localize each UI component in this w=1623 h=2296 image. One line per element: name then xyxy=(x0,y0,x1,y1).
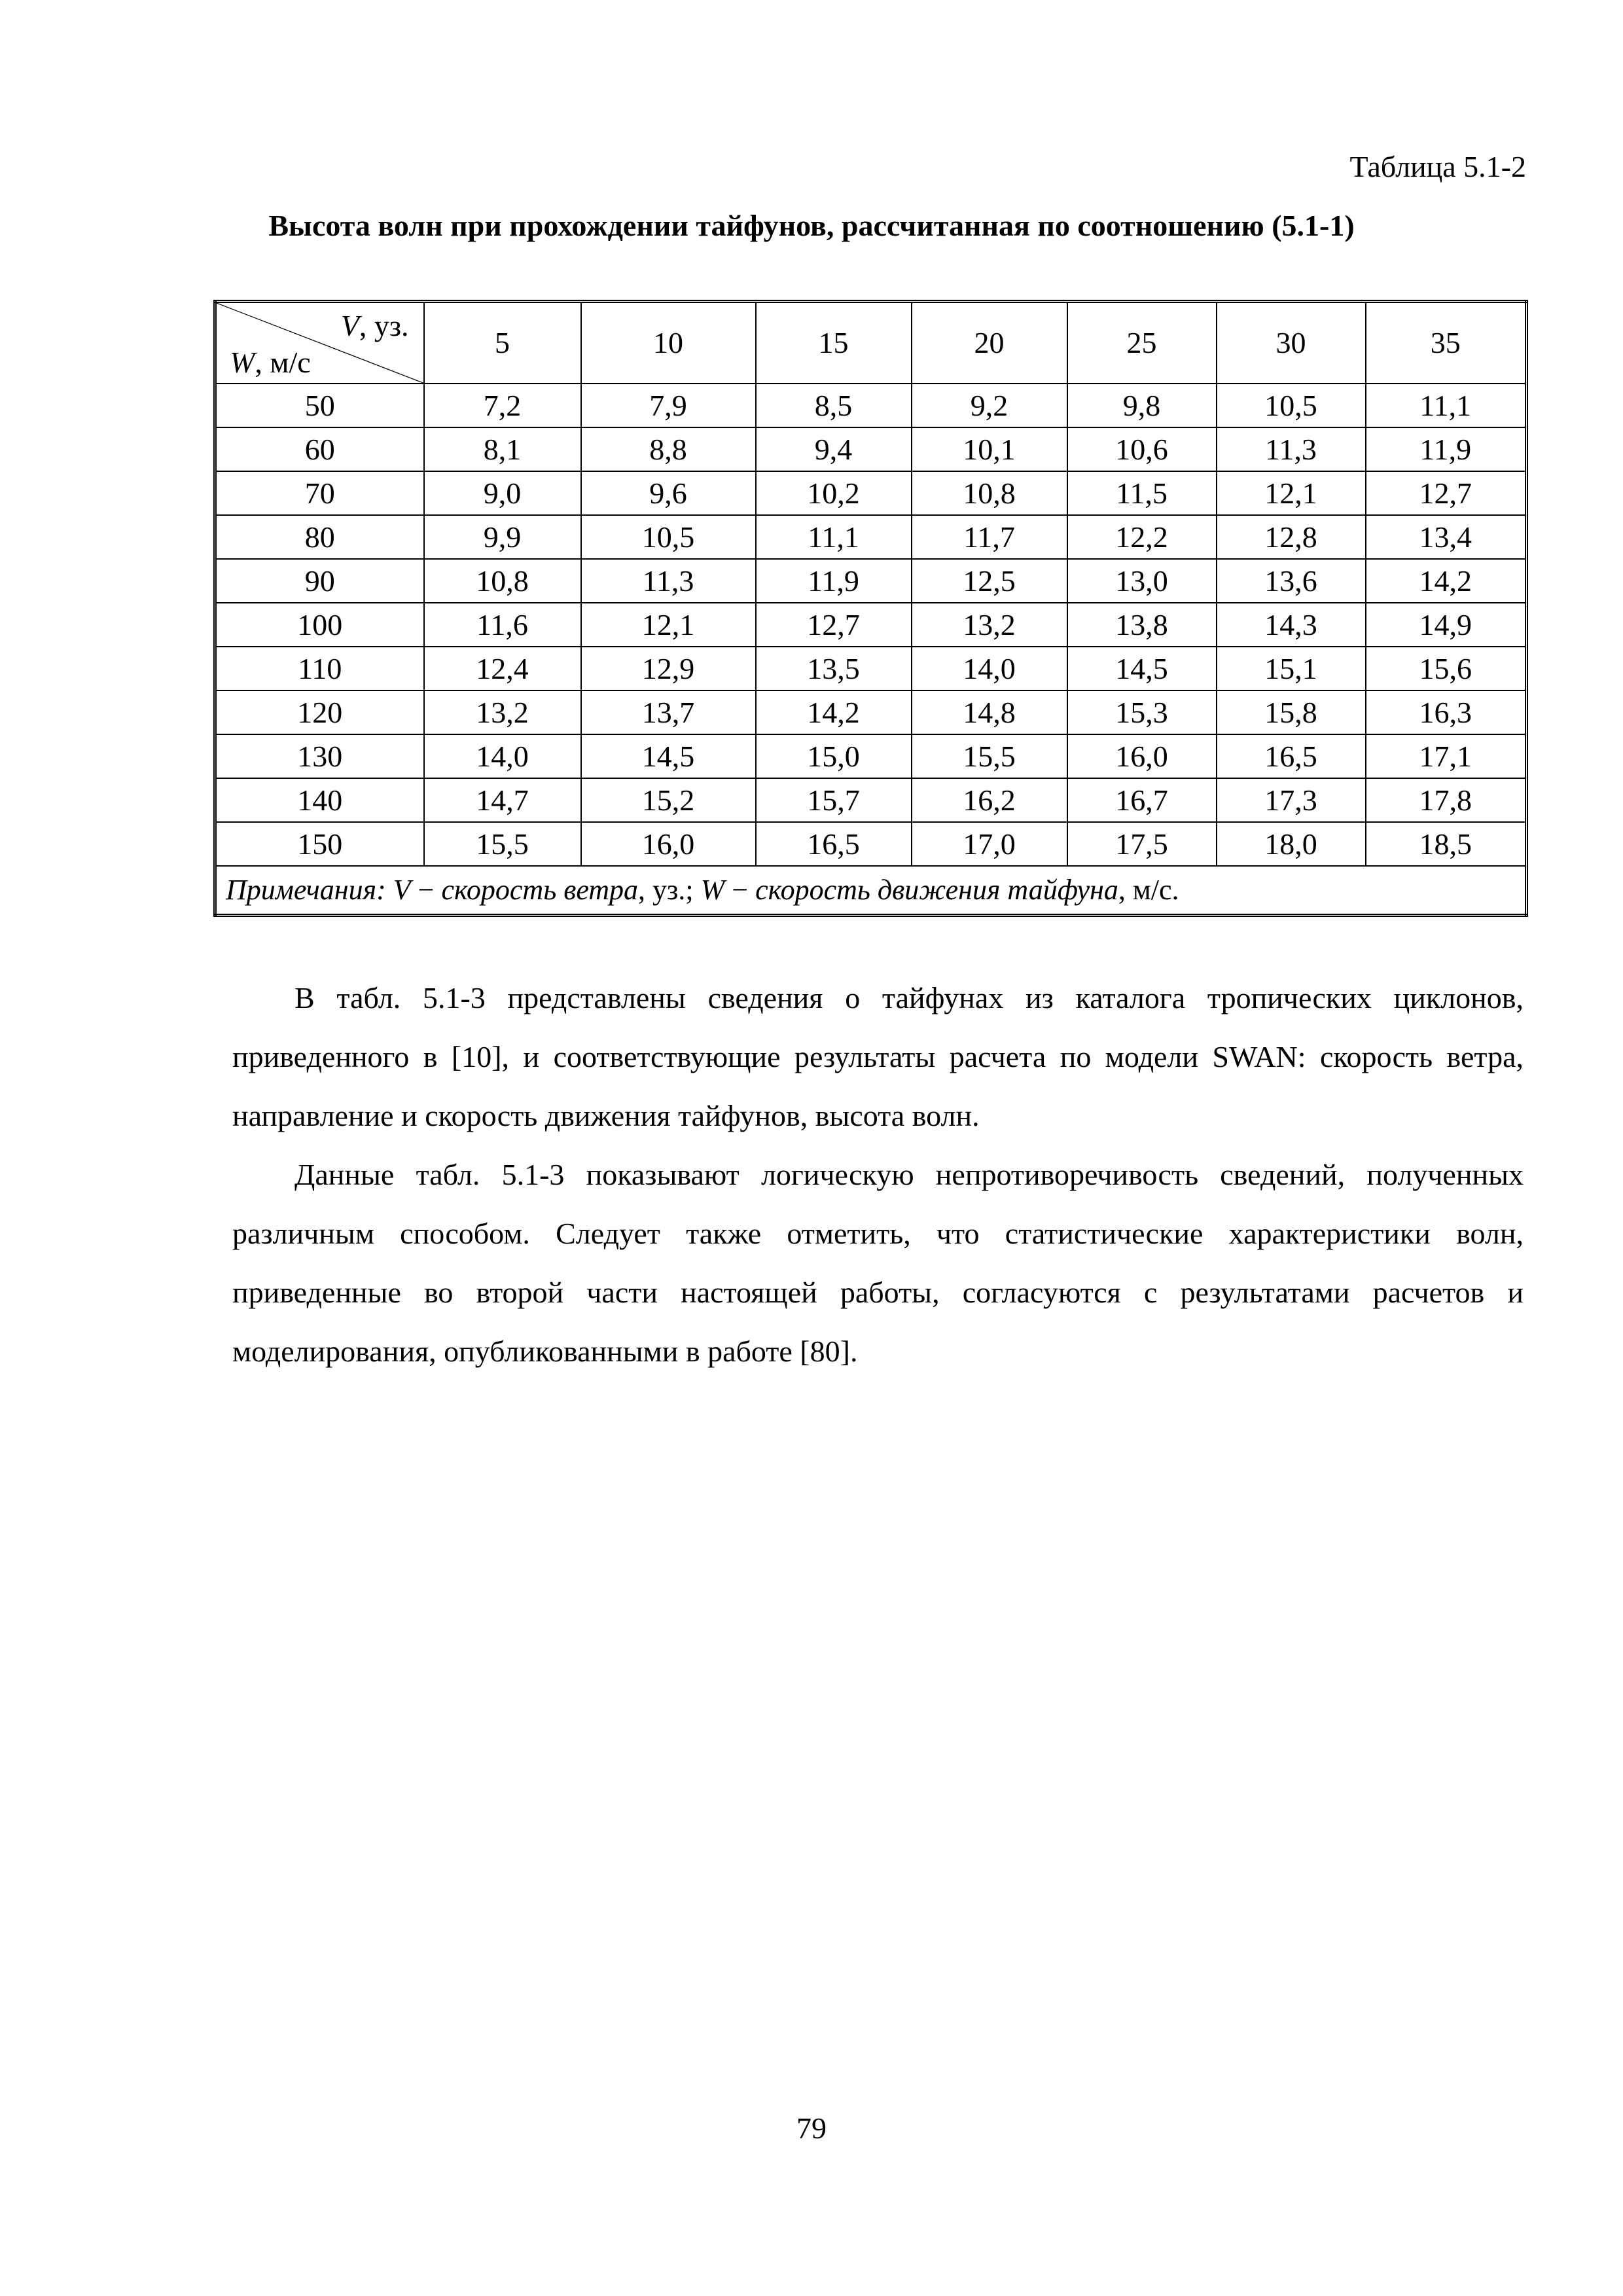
table-number: Таблица 5.1-2 xyxy=(1349,150,1526,183)
wave-height-cell: 10,8 xyxy=(912,471,1067,515)
table-row xyxy=(215,778,1527,822)
wave-height-cell: 9,6 xyxy=(581,471,756,515)
wave-height-cell: 13,7 xyxy=(581,691,756,734)
wave-height-cell: 12,5 xyxy=(912,559,1067,603)
wave-height-cell: 11,9 xyxy=(756,559,912,603)
wave-height-cell: 11,1 xyxy=(1366,384,1527,427)
column-header: 30 xyxy=(1217,302,1366,384)
wave-height-cell: 16,0 xyxy=(1067,734,1217,778)
wind-speed-axis-label: V, уз. xyxy=(340,309,409,342)
wave-height-cell: 16,2 xyxy=(912,778,1067,822)
wave-height-cell: 14,9 xyxy=(1366,603,1527,647)
wave-height-cell: 7,2 xyxy=(424,384,581,427)
wave-height-cell: 15,8 xyxy=(1217,691,1366,734)
wave-height-cell: 15,5 xyxy=(912,734,1067,778)
wave-height-cell: 18,0 xyxy=(1217,822,1366,866)
wave-height-cell: 18,5 xyxy=(1366,822,1527,866)
wave-height-cell: 15,5 xyxy=(424,822,581,866)
wave-height-cell: 11,1 xyxy=(756,515,912,559)
wave-height-cell: 17,1 xyxy=(1366,734,1527,778)
table-header-row xyxy=(215,302,1527,384)
wave-height-cell: 12,7 xyxy=(1366,471,1527,515)
wave-height-cell: 15,7 xyxy=(756,778,912,822)
row-header-w: 130 xyxy=(215,734,424,778)
wave-height-cell: 9,9 xyxy=(424,515,581,559)
wave-height-cell: 10,8 xyxy=(424,559,581,603)
wave-height-cell: 17,3 xyxy=(1217,778,1366,822)
wave-height-cell: 13,0 xyxy=(1067,559,1217,603)
column-header: 25 xyxy=(1067,302,1217,384)
wave-height-cell: 14,2 xyxy=(756,691,912,734)
row-header-w: 120 xyxy=(215,691,424,734)
table-note-row xyxy=(215,866,1527,916)
row-header-w: 150 xyxy=(215,822,424,866)
row-header-w: 80 xyxy=(215,515,424,559)
table-row xyxy=(215,559,1527,603)
wave-height-cell: 12,4 xyxy=(424,647,581,691)
wave-height-cell: 11,3 xyxy=(1217,427,1366,471)
wave-height-cell: 15,2 xyxy=(581,778,756,822)
wave-height-cell: 14,0 xyxy=(912,647,1067,691)
wave-height-cell: 13,4 xyxy=(1366,515,1527,559)
page-number: 79 xyxy=(796,2111,827,2145)
table-row xyxy=(215,515,1527,559)
wave-height-cell: 12,8 xyxy=(1217,515,1366,559)
wave-height-cell: 14,5 xyxy=(581,734,756,778)
wave-height-cell: 12,1 xyxy=(1217,471,1366,515)
wave-height-cell: 13,5 xyxy=(756,647,912,691)
table-body xyxy=(215,384,1527,866)
wave-height-cell: 12,7 xyxy=(756,603,912,647)
corner-header-cell xyxy=(215,302,424,384)
wave-height-cell: 10,5 xyxy=(581,515,756,559)
wave-height-cell: 9,0 xyxy=(424,471,581,515)
wave-height-cell: 17,0 xyxy=(912,822,1067,866)
row-header-w: 140 xyxy=(215,778,424,822)
table-row xyxy=(215,822,1527,866)
column-header: 20 xyxy=(912,302,1067,384)
row-header-w: 100 xyxy=(215,603,424,647)
wave-height-cell: 13,8 xyxy=(1067,603,1217,647)
wave-height-cell: 17,8 xyxy=(1366,778,1527,822)
table-row xyxy=(215,603,1527,647)
wave-height-cell: 9,4 xyxy=(756,427,912,471)
wave-height-cell: 13,6 xyxy=(1217,559,1366,603)
row-header-w: 90 xyxy=(215,559,424,603)
row-header-w: 50 xyxy=(215,384,424,427)
body-paragraph: Данные табл. 5.1-3 показывают логическую непротиворечивость сведений, полученных различным способом. Следует также отметить, что статистические характеристики волн, приведенные во второй части настоящей работы, согласуются с результатами расчетов и моделирования, опубликованными в работе [80]. xyxy=(232,1158,1524,1368)
wave-height-cell: 15,1 xyxy=(1217,647,1366,691)
wave-height-cell: 11,9 xyxy=(1366,427,1527,471)
column-header: 10 xyxy=(581,302,756,384)
wave-height-cell: 14,0 xyxy=(424,734,581,778)
wave-height-cell: 15,0 xyxy=(756,734,912,778)
wave-height-cell: 7,9 xyxy=(581,384,756,427)
row-header-w: 110 xyxy=(215,647,424,691)
row-header-w: 70 xyxy=(215,471,424,515)
wave-height-cell: 11,6 xyxy=(424,603,581,647)
table-note: Примечания: V − скорость ветра, уз.; W − скорость движения тайфуна, м/с. xyxy=(215,866,1527,916)
wave-height-cell: 10,5 xyxy=(1217,384,1366,427)
wave-height-cell: 14,2 xyxy=(1366,559,1527,603)
wave-height-cell: 12,2 xyxy=(1067,515,1217,559)
wave-height-cell: 14,5 xyxy=(1067,647,1217,691)
wave-height-cell: 8,1 xyxy=(424,427,581,471)
wave-height-cell: 15,6 xyxy=(1366,647,1527,691)
wave-height-cell: 10,2 xyxy=(756,471,912,515)
column-header: 5 xyxy=(424,302,581,384)
wave-height-cell: 12,9 xyxy=(581,647,756,691)
table-row xyxy=(215,384,1527,427)
wave-height-cell: 16,3 xyxy=(1366,691,1527,734)
wave-height-cell: 9,2 xyxy=(912,384,1067,427)
wave-height-cell: 14,3 xyxy=(1217,603,1366,647)
table-row xyxy=(215,471,1527,515)
wave-height-cell: 13,2 xyxy=(424,691,581,734)
wave-height-cell: 14,7 xyxy=(424,778,581,822)
wave-height-cell: 16,5 xyxy=(756,822,912,866)
row-header-w: 60 xyxy=(215,427,424,471)
wave-height-cell: 8,8 xyxy=(581,427,756,471)
table-row xyxy=(215,647,1527,691)
wave-height-cell: 10,1 xyxy=(912,427,1067,471)
wave-height-cell: 16,5 xyxy=(1217,734,1366,778)
wave-height-cell: 15,3 xyxy=(1067,691,1217,734)
table-title: Высота волн при прохождении тайфунов, рассчитанная по соотношению (5.1-1) xyxy=(268,209,1355,242)
wave-height-cell: 9,8 xyxy=(1067,384,1217,427)
wave-height-cell: 17,5 xyxy=(1067,822,1217,866)
wave-height-cell: 16,7 xyxy=(1067,778,1217,822)
table-row xyxy=(215,427,1527,471)
wave-height-table xyxy=(213,300,1528,917)
column-header: 35 xyxy=(1366,302,1527,384)
wave-height-cell: 11,3 xyxy=(581,559,756,603)
table-row xyxy=(215,734,1527,778)
wave-height-cell: 13,2 xyxy=(912,603,1067,647)
wave-height-cell: 8,5 xyxy=(756,384,912,427)
wave-height-cell: 16,0 xyxy=(581,822,756,866)
wave-height-cell: 12,1 xyxy=(581,603,756,647)
wave-height-cell: 11,5 xyxy=(1067,471,1217,515)
column-header: 15 xyxy=(756,302,912,384)
wave-height-cell: 11,7 xyxy=(912,515,1067,559)
wave-height-cell: 14,8 xyxy=(912,691,1067,734)
wave-height-cell: 10,6 xyxy=(1067,427,1217,471)
typhoon-speed-axis-label: W, м/с xyxy=(230,346,311,379)
table-row xyxy=(215,691,1527,734)
body-paragraph: В табл. 5.1-3 представлены сведения о тайфунах из каталога тропических циклонов, приведенного в [10], и соответствующие результаты расчета по модели SWAN: скорость ветра, направление и скорость движения тайфунов, высота волн. xyxy=(232,981,1524,1132)
